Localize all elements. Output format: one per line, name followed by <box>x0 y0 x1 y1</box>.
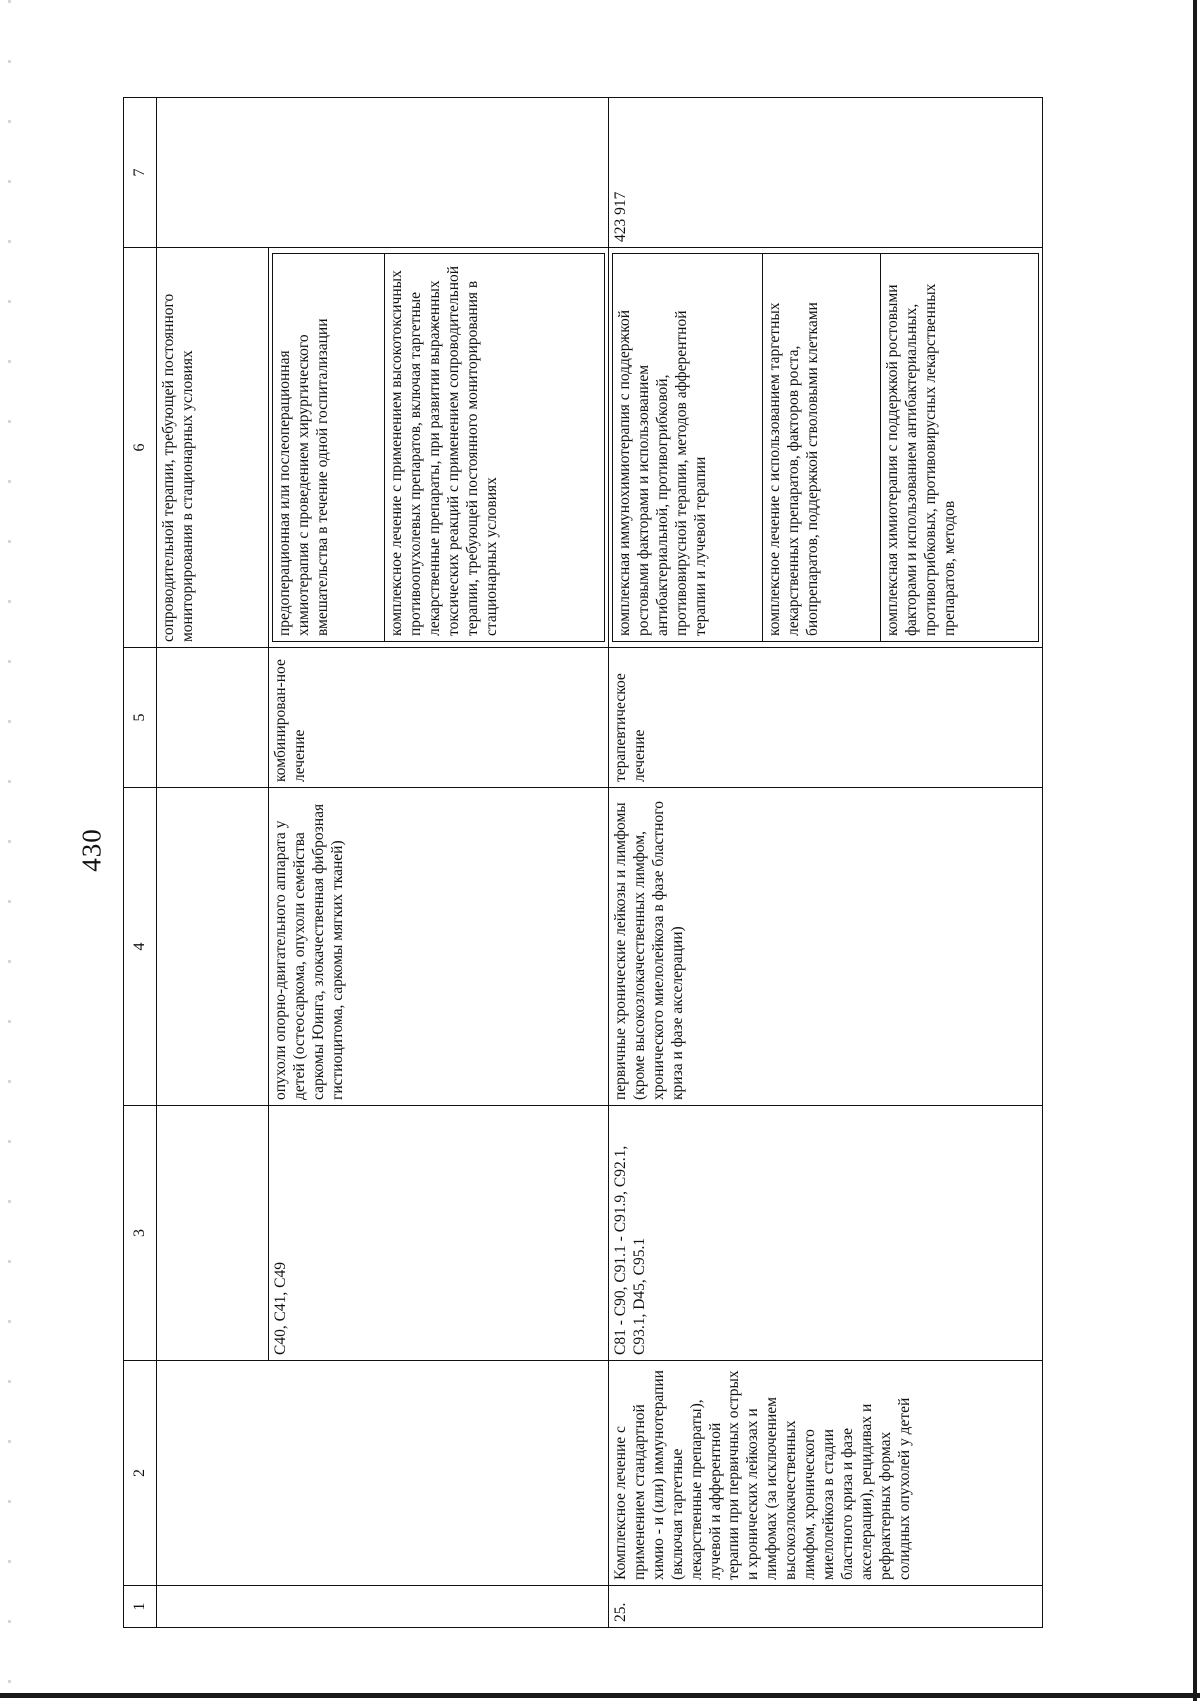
prev-method-continuation: сопроводительной терапии, требующей постоянного мониторирования в стационарных условиях <box>157 248 269 648</box>
method-item: комплексное лечение с использованием таргетных лекарственных препаратов, факторов роста, биопрепаратов, поддержкой стволовыми клетками <box>763 254 881 642</box>
column-number-row <box>124 98 157 1628</box>
prev-name-cell <box>157 1361 609 1586</box>
codes-cell: C81 - C90, C91.1 - C91.9, C92.1, C93.1, D45, C95.1 <box>609 1106 1043 1361</box>
column-number-6: 6 <box>124 248 157 648</box>
column-number-2: 2 <box>124 1361 157 1586</box>
column-number-7: 7 <box>124 98 157 248</box>
cost-cell: 423 917 <box>609 98 1043 248</box>
treatment-type-cell: комбинирован-ное лечение <box>269 648 609 788</box>
column-number-3: 3 <box>124 1106 157 1361</box>
table-row-continuation-a <box>157 98 269 1628</box>
methods-cell <box>609 248 1043 648</box>
scan-edge-right <box>1193 0 1197 1701</box>
prev-treatment-type-cell <box>157 648 269 788</box>
method-item: комплексное лечение с применением высокотоксичных противоопухолевых препаратов, включая таргетные лекарственные препараты, при развитии выраженных токсических реакций с применением сопроводительной терапии, требующей постоянного мониторирования в стационарных условиях <box>385 254 605 642</box>
rotated-page <box>123 98 1043 1628</box>
diagnosis-cell: опухоли опорно-двигательного аппарата у детей (остеосаркома, опухоли семейства саркомы Юинга, злокачественная фиброзная гистиоцитома, саркомы мягких тканей) <box>269 788 609 1106</box>
scan-edge-dots <box>8 0 11 1701</box>
methods-subtable <box>612 253 1039 642</box>
procedures-table <box>123 97 1043 1628</box>
prev-diagnosis-cell <box>157 788 269 1106</box>
scan-edge-bottom <box>0 1693 1200 1698</box>
page-number: 430 <box>76 828 107 872</box>
prev-cost-cell <box>157 98 609 248</box>
row-number: 25. <box>609 1586 1043 1628</box>
table-row-25 <box>609 98 1043 1628</box>
treatment-type-cell: терапевтическое лечение <box>609 648 1043 788</box>
method-item: комплексная иммунохимиотерапия с поддержкой ростовыми факторами и использованием антибактериальной, противогрибковой, противовирусной терапии, методов афферентной терапии и лучевой терапии <box>613 254 763 642</box>
column-number-1: 1 <box>124 1586 157 1628</box>
column-number-5: 5 <box>124 648 157 788</box>
methods-cell <box>269 248 609 648</box>
codes-cell: C40, C41, C49 <box>269 1106 609 1361</box>
prev-number-cell <box>157 1586 609 1628</box>
method-item: комплексная химиотерапия с поддержкой ростовыми факторами и использованием антибактериальных, противогрибковых, противовирусных лекарственных препаратов, методов <box>881 254 1039 642</box>
column-number-4: 4 <box>124 788 157 1106</box>
methods-subtable <box>272 253 605 642</box>
prev-codes-cell <box>157 1106 269 1361</box>
procedure-name: Комплексное лечение с применением стандартной химио - и (или) иммунотерапии (включая таргетные лекарственные препараты), лучевой и афферентной терапии при первичных острых и хронических лейкозах и лимфомах (за исключением высокозлокачественных лимфом, хронического миелолейкоза в стадии бластного криза и фазе акселерации), рецидивах и рефрактерных формах солидных опухолей у детей <box>609 1361 1043 1586</box>
method-item: предоперационная или послеоперационная химиотерапия с проведением хирургического вмешательства в течение одной госпитализации <box>273 254 385 642</box>
diagnosis-cell: первичные хронические лейкозы и лимфомы (кроме высокозлокачественных лимфом, хронического миелолейкоза в фазе бластного криза и фазе акселерации) <box>609 788 1043 1106</box>
